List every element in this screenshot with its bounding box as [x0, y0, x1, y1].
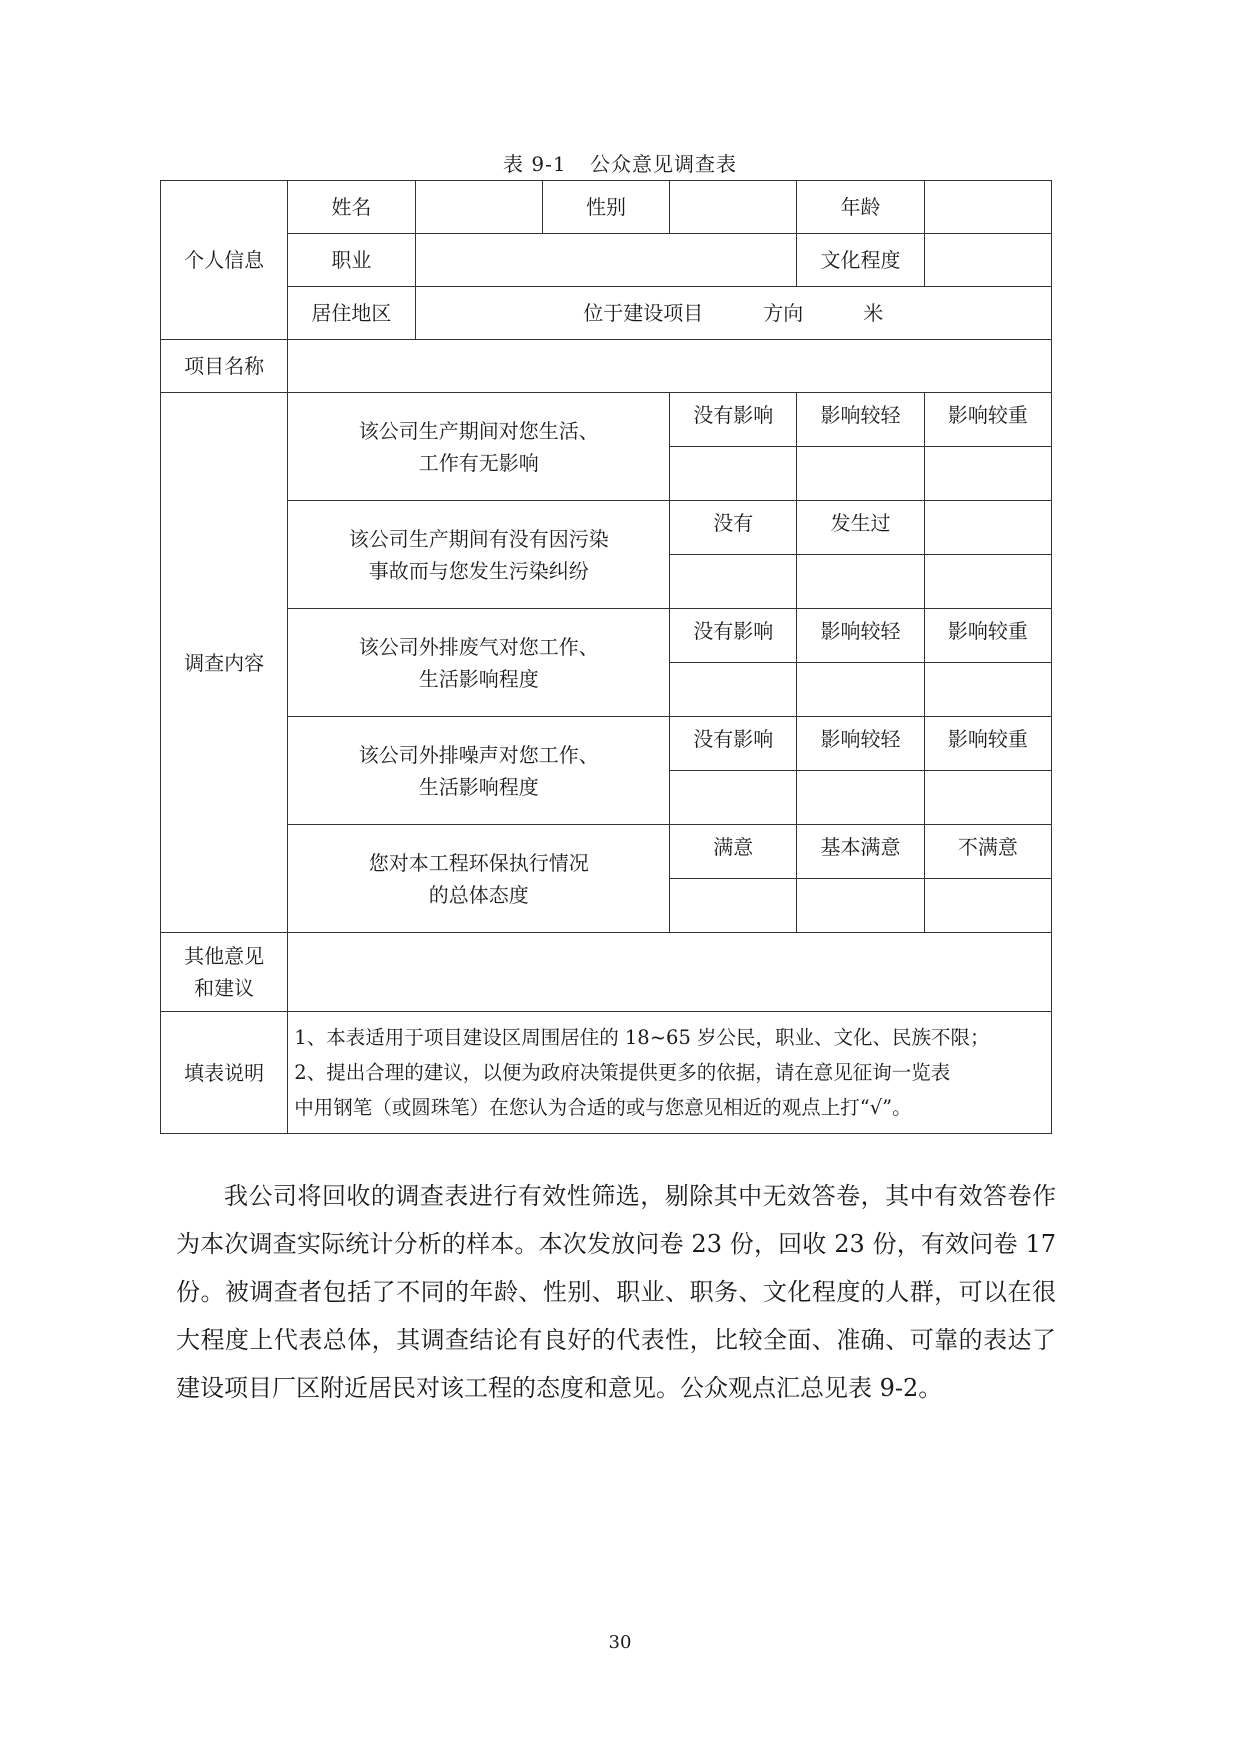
option-4-3: 影响较重	[924, 717, 1051, 771]
answer-box[interactable]	[670, 879, 797, 933]
residence-text-1: 位于建设项目	[583, 301, 704, 325]
answer-box[interactable]	[670, 663, 797, 717]
table-caption	[0, 148, 1240, 177]
table-row	[161, 181, 1052, 234]
personal-info-label: 个人信息	[161, 181, 288, 340]
table-row	[161, 717, 1052, 771]
option-4-1: 没有影响	[670, 717, 797, 771]
answer-box[interactable]	[797, 555, 924, 609]
occupation-field[interactable]	[415, 234, 797, 287]
answer-box[interactable]	[924, 663, 1051, 717]
question-1: 该公司生产期间对您生活、 工作有无影响	[288, 393, 670, 501]
answer-box[interactable]	[797, 879, 924, 933]
page-number: 30	[608, 1632, 632, 1653]
gender-field[interactable]	[670, 181, 797, 234]
instructions-text	[288, 1012, 1052, 1134]
table-number: 表 9-1	[503, 152, 567, 176]
answer-box[interactable]	[924, 879, 1051, 933]
survey-table	[160, 180, 1052, 1134]
question-2: 该公司生产期间有没有因污染 事故而与您发生污染纠纷	[288, 501, 670, 609]
gender-label: 性别	[542, 181, 669, 234]
option-1-2: 影响较轻	[797, 393, 924, 447]
instructions-line-1: 1、本表适用于项目建设区周围居住的 18~65 岁公民，职业、文化、民族不限；	[294, 1026, 990, 1049]
education-field[interactable]	[924, 234, 1051, 287]
age-field[interactable]	[924, 181, 1051, 234]
table-row	[161, 393, 1052, 447]
table-title: 公众意见调查表	[589, 152, 737, 176]
instructions-label: 填表说明	[161, 1012, 288, 1134]
option-1-3: 影响较重	[924, 393, 1051, 447]
residence-text-3: 米	[863, 301, 884, 325]
table-row	[161, 287, 1052, 340]
option-3-2: 影响较轻	[797, 609, 924, 663]
table-row	[161, 609, 1052, 663]
option-1-1: 没有影响	[670, 393, 797, 447]
body-paragraph: 我公司将回收的调查表进行有效性筛选，剔除其中无效答卷，其中有效答卷作为本次调查实际统计分析的样本。本次发放问卷 23 份，回收 23 份，有效问卷 17 份。被调查者包括了不同的年龄、性别、职业、职务、文化程度的人群，可以在很大程度上代表总体，其调查结论有良好的代表性，比较全面、准确、可靠的表达了建设项目厂区附近居民对该工程的态度和意见。公众观点汇总见表 9-2。	[176, 1182, 1056, 1402]
option-3-3: 影响较重	[924, 609, 1051, 663]
name-field[interactable]	[415, 181, 542, 234]
education-label: 文化程度	[797, 234, 924, 287]
residence-field[interactable]	[415, 287, 1051, 340]
table-row	[161, 825, 1052, 879]
answer-box[interactable]	[797, 771, 924, 825]
occupation-label: 职业	[288, 234, 415, 287]
project-name-label: 项目名称	[161, 340, 288, 393]
question-5: 您对本工程环保执行情况 的总体态度	[288, 825, 670, 933]
answer-box[interactable]	[670, 555, 797, 609]
option-5-1: 满意	[670, 825, 797, 879]
option-2-1: 没有	[670, 501, 797, 555]
option-5-3: 不满意	[924, 825, 1051, 879]
survey-content-label: 调查内容	[161, 393, 288, 933]
question-4: 该公司外排噪声对您工作、 生活影响程度	[288, 717, 670, 825]
table-row	[161, 1012, 1052, 1134]
project-name-field[interactable]	[288, 340, 1052, 393]
table-row	[161, 234, 1052, 287]
instructions-line-3: 中用钢笔（或圆珠笔）在您认为合适的或与您意见相近的观点上打“√”。	[294, 1096, 912, 1119]
answer-box[interactable]	[670, 771, 797, 825]
answer-box[interactable]	[797, 447, 924, 501]
option-4-2: 影响较轻	[797, 717, 924, 771]
question-3: 该公司外排废气对您工作、 生活影响程度	[288, 609, 670, 717]
instructions-line-2: 2、提出合理的建议，以便为政府决策提供更多的依据，请在意见征询一览表	[294, 1061, 951, 1084]
answer-box[interactable]	[924, 447, 1051, 501]
option-2-2: 发生过	[797, 501, 924, 555]
answer-box[interactable]	[924, 555, 1051, 609]
age-label: 年龄	[797, 181, 924, 234]
table-row	[161, 501, 1052, 555]
answer-box[interactable]	[924, 771, 1051, 825]
other-opinions-label: 其他意见 和建议	[161, 933, 288, 1012]
answer-box[interactable]	[797, 663, 924, 717]
other-opinions-field[interactable]	[288, 933, 1052, 1012]
answer-box[interactable]	[670, 447, 797, 501]
table-row	[161, 933, 1052, 1012]
option-3-1: 没有影响	[670, 609, 797, 663]
option-5-2: 基本满意	[797, 825, 924, 879]
table-row	[161, 340, 1052, 393]
option-2-3	[924, 501, 1051, 555]
residence-text-2: 方向	[763, 301, 804, 325]
residence-label: 居住地区	[288, 287, 415, 340]
name-label: 姓名	[288, 181, 415, 234]
